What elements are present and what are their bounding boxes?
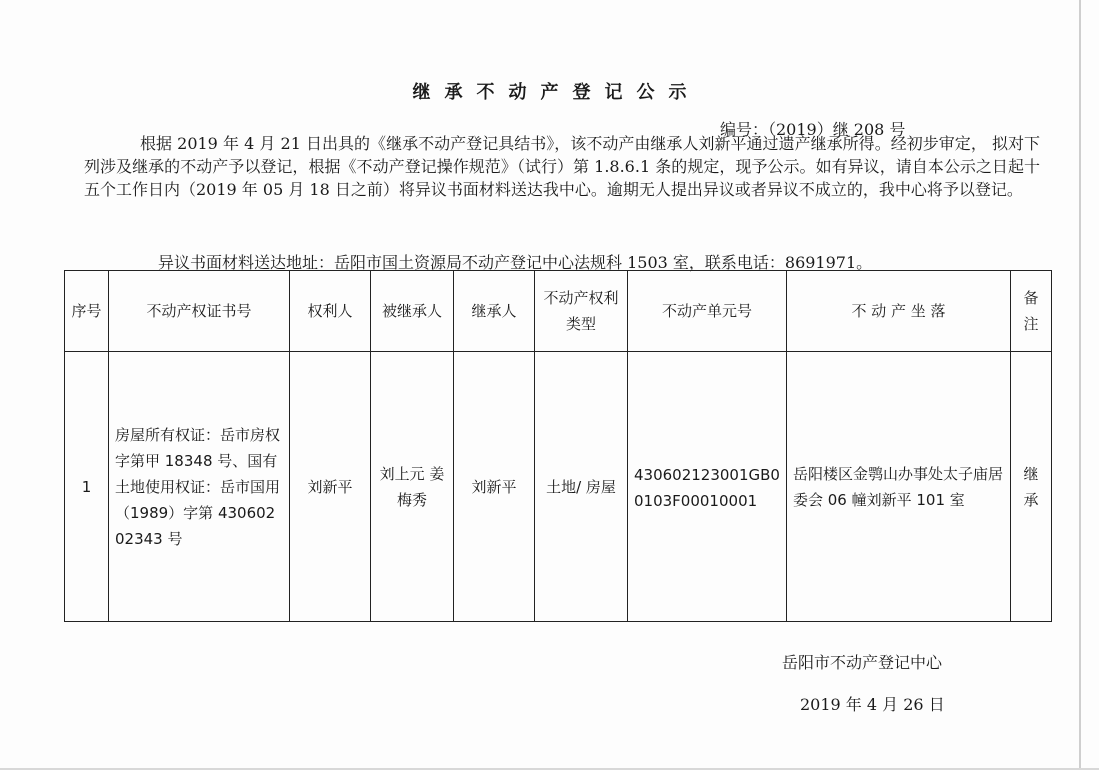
page-title: 继承不动产登记公示 [412,82,701,103]
header-unit-no: 不动产单元号 [628,271,787,352]
header-cert-no: 不动产权证书号 [109,271,290,352]
cell-seq: 1 [65,352,109,622]
notice-paragraph: 根据 2019 年 4 月 21 日出具的《继承不动产登记具结书》，该不动产由继承人刘新平通过遗产继承所得。经初步审定， 拟对下列涉及继承的不动产予以登记，根据《不动产登记操作规范》（试行）第 1.8.6.1 条的规定，现予公示。如有异议，请自本公示之日起十五个工作日内（2019 年 05 月 18 日之前）将异议书面材料送达我中心。逾期无人提出异议或者异议不成立的，我中心将予以登记。 [84,134,1040,199]
cell-unit-no: 430602123001GB0 0103F00010001 [628,352,787,622]
scan-edge-line [1079,0,1081,770]
header-location: 不 动 产 坐 落 [787,271,1011,352]
cell-decedent: 刘上元 姜梅秀 [371,352,454,622]
table-header-row [65,271,1052,352]
objection-address: 异议书面材料送达地址：岳阳市国土资源局不动产登记中心法规科 1503 室，联系电话：8691971。 [158,253,873,272]
issue-date: 2019 年 4 月 26 日 [800,695,945,714]
header-decedent: 被继承人 [371,271,454,352]
registration-table [64,270,1052,622]
cell-rights-holder: 刘新平 [290,352,371,622]
cell-location: 岳阳楼区金鹗山办事处太子庙居委会 06 幢刘新平 101 室 [787,352,1011,622]
cell-remark: 继承 [1011,352,1052,622]
cell-rights-type: 土地/ 房屋 [535,352,628,622]
issuer-name: 岳阳市不动产登记中心 [782,653,943,672]
cell-cert-no: 房屋所有权证：岳市房权字第甲 18348 号、国有土地使用权证：岳市国用（1989）字第 43060202343 号 [109,352,290,622]
document-number: 编号：（2019）继 208 号 [720,120,906,139]
header-remark: 备注 [1011,271,1052,352]
header-rights-type: 不动产权利类型 [535,271,628,352]
header-heir: 继承人 [454,271,535,352]
header-seq: 序号 [65,271,109,352]
cell-heir: 刘新平 [454,352,535,622]
table-row [65,352,1052,622]
header-rights-holder: 权利人 [290,271,371,352]
